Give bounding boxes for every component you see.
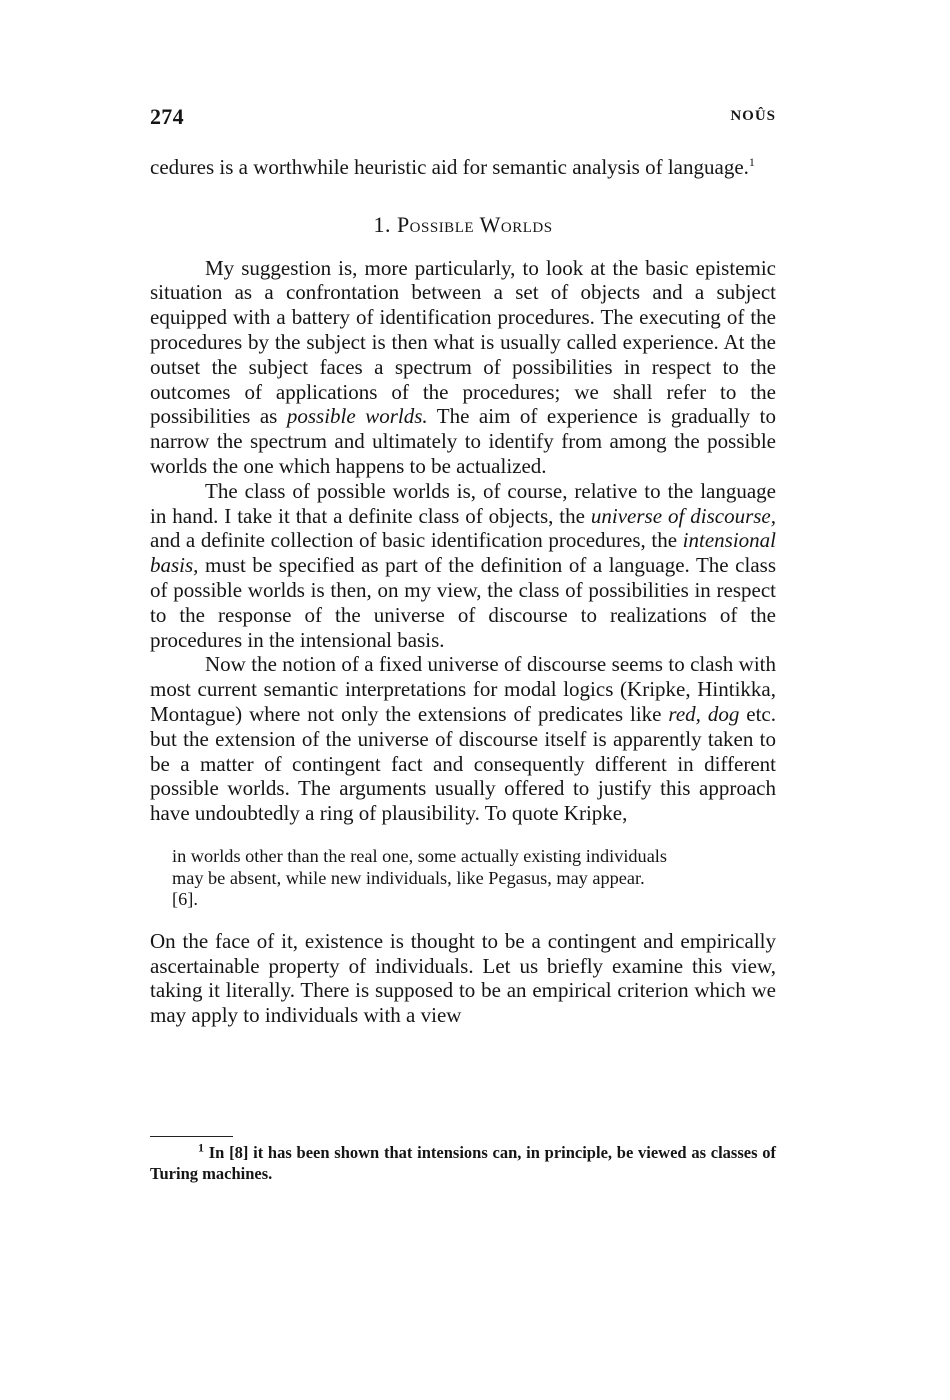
paragraph-3-emphasis: red, dog	[668, 701, 740, 726]
body-text	[150, 155, 776, 1028]
paragraph-1-text-b: The aim of experience is gradually to narrow the spectrum and ultimately to identify from among the possible worlds the one which happens to be actualized.	[150, 404, 776, 478]
section-number: 1.	[373, 211, 391, 237]
page-header	[150, 104, 776, 138]
paragraph-3-text-a: Now the notion of a fixed universe of discourse seems to clash with most current semantic interpretations for modal logics (Kripke, Hintikka, Montague) where not only the extensions of predicates like	[150, 652, 776, 726]
footnote	[150, 1142, 776, 1184]
paragraph-1-text-a: My suggestion is, more particularly, to look at the basic epistemic situation as a confrontation between a set of objects and a subject equipped with a battery of identification procedures. The executing of the procedures by the subject is then what is usually called experience. At the outset the subject faces a spectrum of possibilities in respect to the outcomes of applications of the procedures; we shall refer to the possibilities as	[150, 255, 776, 429]
paragraph-2-text-a: The class of possible worlds is, of course, relative to the language in hand. I take it that a definite class of objects, the	[150, 478, 776, 528]
running-head: NOÛS	[730, 108, 776, 124]
paragraph-2-text-c: must be specified as part of the definition of a language. The class of possible worlds is then, on my view, the class of possibilities in respect to the response of the universe of discourse to realizations of the procedures in the intensional basis.	[150, 553, 776, 652]
footnote-divider	[150, 1136, 233, 1137]
paragraph-2-text-b: and a definite collection of basic identification procedures, the	[150, 528, 683, 553]
paragraph-2	[150, 479, 776, 653]
opening-paragraph	[150, 155, 776, 180]
paragraph-2-emphasis-1: universe of discourse,	[590, 503, 776, 528]
paragraph-3	[150, 652, 776, 826]
section-heading	[150, 213, 776, 238]
footnote-text: In [8] it has been shown that intensions can, in principle, be viewed as classes of Turing machines.	[150, 1143, 777, 1183]
paragraph-1-emphasis: possible worlds.	[286, 404, 428, 429]
paragraph-4: On the face of it, existence is thought to be a contingent and empirically ascertainable property of individuals. Let us briefly examine this view, taking it literally. There is supposed to be an empirical criterion which we may apply to individuals with a view	[150, 928, 776, 1028]
footnote-reference[interactable]: 1	[748, 155, 755, 169]
quote-line-1: in worlds other than the real one, some actually existing individuals	[172, 845, 668, 866]
quote-citation: [6].	[172, 889, 198, 910]
paragraph-2-emphasis-2: intensional basis,	[150, 528, 776, 578]
opening-text: cedures is a worthwhile heuristic aid for semantic analysis of language.	[150, 155, 749, 179]
block-quote	[172, 846, 754, 911]
paragraph-1	[150, 256, 776, 479]
quote-line-2: may be absent, while new individuals, like Pegasus, may appear.	[172, 867, 645, 888]
page-number: 274	[150, 104, 184, 129]
section-title: Possible Worlds	[396, 211, 553, 237]
paragraph-3-text-b: etc. but the extension of the universe of discourse itself is apparently taken to be a matter of contingent fact and consequently different in different possible worlds. The arguments usually offered to justify this approach have undoubtedly a ring of plausibility. To quote Kripke,	[150, 701, 776, 826]
footnote-marker: 1	[198, 1140, 204, 1155]
